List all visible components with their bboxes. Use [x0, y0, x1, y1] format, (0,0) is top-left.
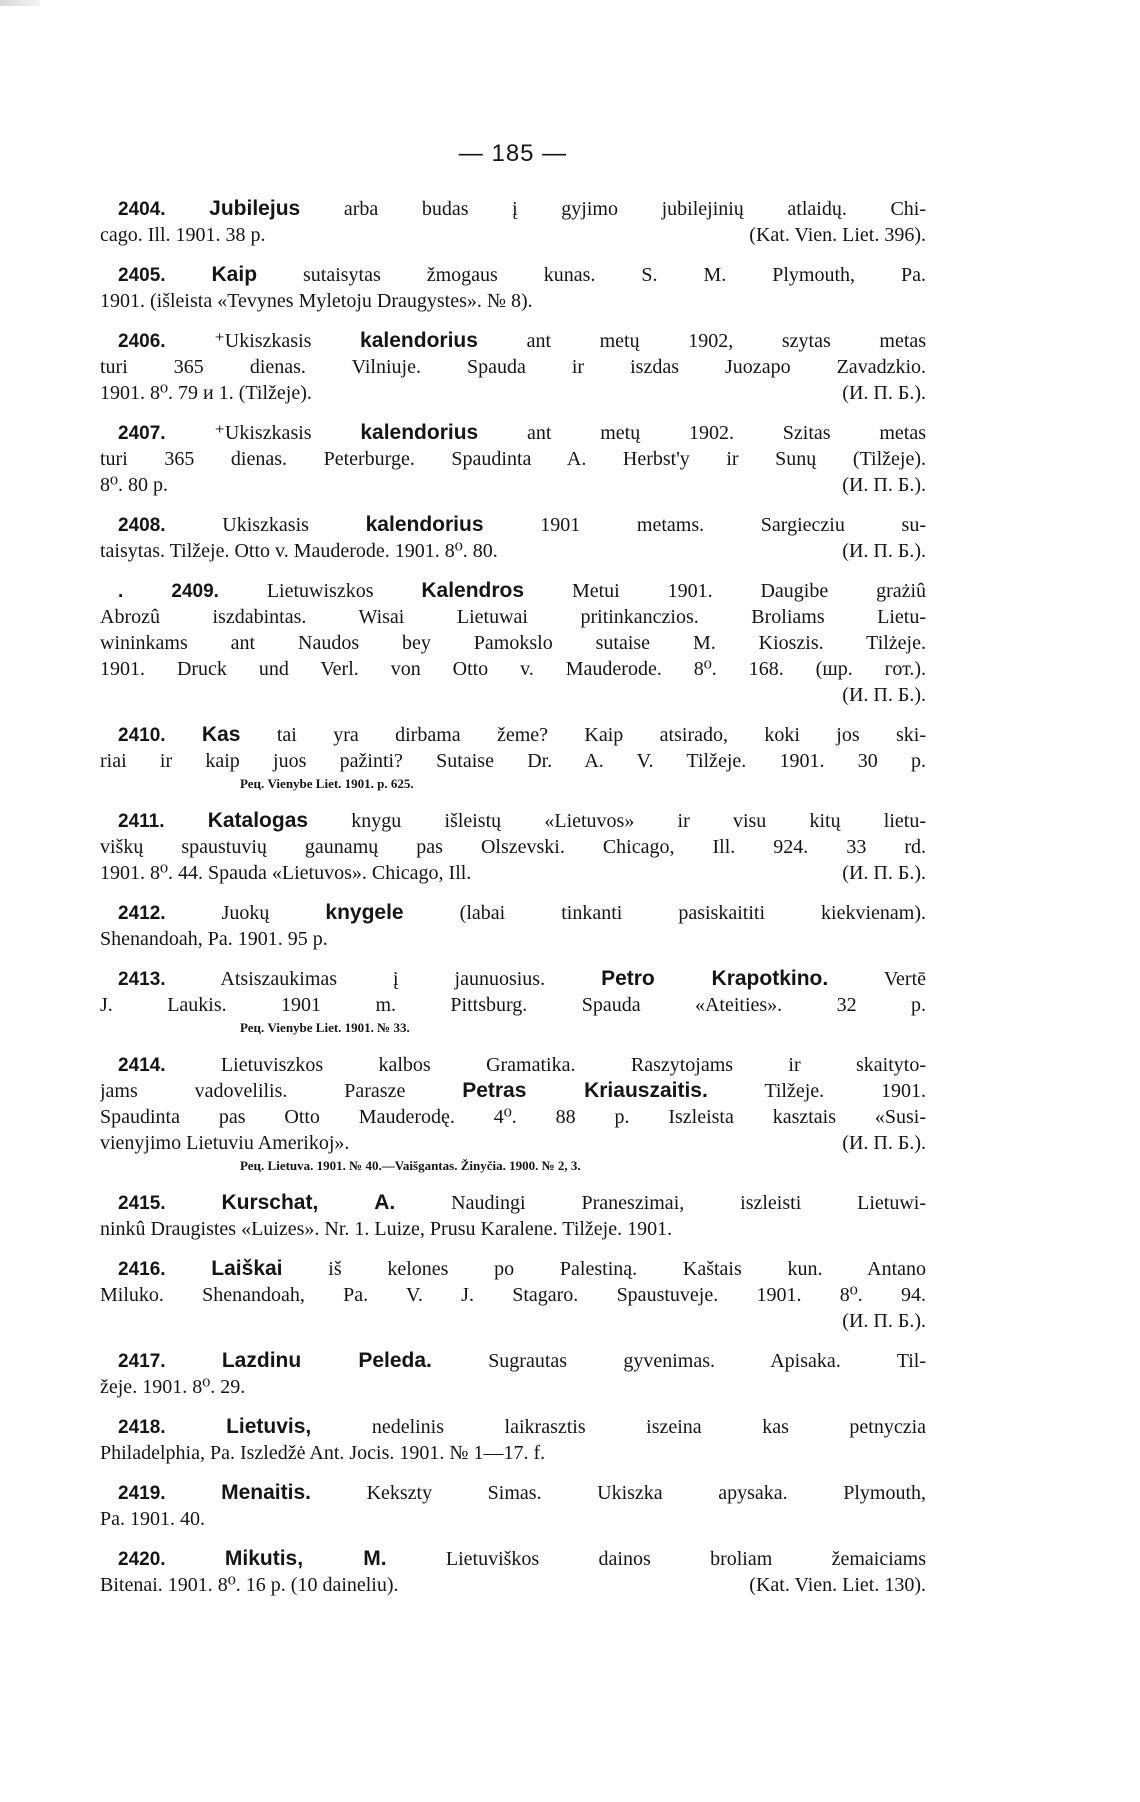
entry-line [100, 512, 926, 538]
entry-text: Raszytojams ir skaityto- [630, 1054, 926, 1076]
entry-line [100, 966, 926, 992]
entry-text: tai yra dirbama žeme? Kaip atsirado, koki jos ski- [276, 724, 926, 746]
entry-line [100, 656, 926, 682]
entry-text: Vertē [883, 968, 926, 990]
entry-line [100, 1374, 926, 1400]
entry-line [100, 262, 926, 288]
catalog-entry [100, 328, 926, 406]
entry-prefix: ⁺Ukiszkasis [214, 422, 312, 444]
entry-line [100, 722, 926, 748]
catalog-entry [100, 966, 926, 1038]
entry-text: 1901. 8⁰. 79 и 1. (Tilžeje). [100, 382, 312, 404]
entry-keyword: knygele [325, 901, 404, 924]
library-reference: (И. П. Б.). [842, 540, 926, 562]
entry-text: 1901 metams. Sargiecziu su- [540, 514, 926, 536]
catalog-entry [100, 1190, 926, 1242]
entry-text: Naudingi Praneszimai, iszleisti Lietuwi- [451, 1192, 926, 1214]
entry-number: 2405. [118, 265, 166, 286]
entry-line [100, 1546, 926, 1572]
entry-text: vienyjimo Lietuviu Amerikoj». [100, 1132, 350, 1154]
entry-number: 2408. [118, 515, 166, 536]
entry-prefix: Juokų [221, 902, 270, 924]
entry-line [100, 1052, 926, 1078]
entry-line [100, 808, 926, 834]
entry-text: Pa. 1901. 40. [100, 1508, 205, 1530]
entry-text: Miluko. Shenandoah, Pa. V. J. Stagaro. Spaustuveje. 1901. 8⁰. 94. [100, 1284, 926, 1306]
entry-text: Sugrautas gyvenimas. Apisaka. Til- [488, 1350, 926, 1372]
catalog-entry [100, 578, 926, 708]
entry-keyword: Lietuvis, [226, 1415, 312, 1438]
entries-list [100, 196, 926, 1612]
library-reference: (И. П. Б.). [842, 1310, 926, 1332]
scan-edge-mark [0, 0, 40, 6]
review-reference: Рец. Vienybe Liet. 1901. № 33. [240, 1020, 410, 1035]
entry-text: 8⁰. 80 p. [100, 474, 169, 496]
entry-keyword: Kalendros [421, 579, 525, 602]
catalog-entry [100, 420, 926, 498]
catalog-entry [100, 1256, 926, 1334]
entry-line [100, 992, 926, 1018]
entry-keyword: kalendorius [360, 421, 479, 444]
entry-prefix: ⁺Ukiszkasis [214, 330, 312, 352]
library-reference: (И. П. Б.). [842, 382, 926, 404]
entry-text: wininkams ant Naudos bey Pamokslo sutaise M. Kioszis. Tilżeje. [100, 632, 926, 654]
entry-text: turi 365 dienas. Vilniuje. Spauda ir iszdas Juozapo Zavadzkio. [100, 356, 926, 378]
entry-line [100, 1440, 926, 1466]
entry-text: riai ir kaip juos pažinti? Sutaise Dr. A. V. Tilžeje. 1901. 30 p. [100, 750, 926, 772]
entry-number: 2406. [118, 331, 166, 352]
entry-number: 2411. [118, 811, 165, 832]
entry-text: nedelinis laikrasztis iszeina kas petnyczia [371, 1416, 926, 1438]
review-reference: Рец. Lietuva. 1901. № 40.—Vaišgantas. Žinyčia. 1900. № 2, 3. [240, 1158, 581, 1173]
entry-line [100, 578, 926, 604]
entry-text: 1901. Druck und Verl. von Otto v. Mauderode. 8⁰. 168. (шр. гот.). [100, 658, 926, 680]
entry-number: 2419. [118, 1483, 166, 1504]
entry-keyword: Kas [201, 723, 241, 746]
catalog-entry [100, 808, 926, 886]
library-reference: (И. П. Б.). [842, 1132, 926, 1154]
entry-prefix: Lietuwiszkos [266, 580, 374, 602]
entry-keyword: kalendorius [365, 513, 484, 536]
entry-text: (labai tinkanti pasiskaititi kiekvienam). [459, 902, 926, 924]
entry-text: J. Laukis. 1901 m. Pittsburg. Spauda «Ateities». 32 p. [100, 994, 926, 1016]
entry-keyword: Kurschat, A. [221, 1191, 396, 1214]
entry-text: Tilžeje. 1901. [764, 1080, 926, 1102]
entry-keyword: Mikutis, M. [224, 1547, 387, 1570]
entry-line [100, 900, 926, 926]
entry-line [100, 1130, 926, 1156]
catalog-entry [100, 1546, 926, 1598]
entry-text: 1901. (išleista «Tevynes Myletoju Draugystes». № 8). [100, 290, 533, 312]
catalog-entry [100, 512, 926, 564]
entry-line [100, 538, 926, 564]
entry-line [100, 604, 926, 630]
entry-text: Metui 1901. Daugibe grażiû [571, 580, 926, 602]
entry-text: turi 365 dienas. Peterburge. Spaudinta A. Herbst'y ir Sunų (Tilžeje). [100, 448, 926, 470]
entry-text: knygu išleistų «Lietuvos» ir visu kitų lietu- [351, 810, 926, 832]
entry-prefix: Atsiszaukimas į jaunuosius. [220, 968, 546, 990]
entry-number: 2420. [118, 1549, 166, 1570]
entry-text: arba budas į gyjimo jubilejinių atlaidų. Chi- [343, 198, 926, 220]
entry-line [100, 446, 926, 472]
entry-keyword: Petras Kriauszaitis. [462, 1079, 708, 1102]
entry-text: iš kelones po Palestiną. Kaštais kun. Antano [328, 1258, 926, 1280]
entry-text: cago. Ill. 1901. 38 p. [100, 224, 266, 246]
entry-text: sutaisytas žmogaus kunas. S. M. Plymouth, Pa. [303, 264, 926, 286]
entry-line [100, 860, 926, 886]
entry-text: Bitenai. 1901. 8⁰. 16 p. (10 daineliu). [100, 1574, 399, 1596]
entry-line [100, 1480, 926, 1506]
library-reference: (И. П. Б.). [842, 474, 926, 496]
catalog-entry [100, 1052, 926, 1176]
entry-keyword: Laiškai [211, 1257, 283, 1280]
entry-text: Spaudinta pas Otto Mauderodę. 4⁰. 88 p. Iszleista kasztais «Susi- [100, 1106, 926, 1128]
entry-keyword: Menaitis. [221, 1481, 311, 1504]
entry-line [100, 1348, 926, 1374]
entry-line [100, 380, 926, 406]
library-reference: (И. П. Б.). [842, 862, 926, 884]
entry-keyword: Katalogas [207, 809, 309, 832]
catalog-entry [100, 196, 926, 248]
library-reference: (Kat. Vien. Liet. 130). [749, 1574, 926, 1596]
entry-keyword: Kaip [211, 263, 258, 286]
entry-line [100, 1282, 926, 1308]
page-number: — 185 — [458, 140, 568, 167]
entry-text: ninkû Draugistes «Luizes». Nr. 1. Luize, Prusu Karalene. Tilžeje. 1901. [100, 1218, 673, 1240]
entry-text: Philadelphia, Pa. Iszledžė Ant. Jocis. 1901. № 1—17. f. [100, 1442, 546, 1464]
entry-keyword: kalendorius [360, 329, 478, 352]
entry-prefix: Lietuviszkos kalbos Gramatika. [220, 1054, 576, 1076]
entry-line [100, 472, 926, 498]
entry-number: 2412. [118, 903, 166, 924]
library-reference: (И. П. Б.). [842, 684, 926, 706]
entry-text: jams vadovelilis. Parasze [100, 1080, 406, 1102]
entry-number: 2404. [118, 199, 166, 220]
entry-prefix: Ukiszkasis [222, 514, 309, 536]
entry-number: 2407. [118, 423, 166, 444]
entry-number: . 2409. [118, 581, 219, 602]
entry-number: 2417. [118, 1351, 166, 1372]
entry-line [100, 328, 926, 354]
library-reference: (Kat. Vien. Liet. 396). [749, 224, 926, 246]
entry-line [100, 222, 926, 248]
entry-text: taisytas. Tilžeje. Otto v. Mauderode. 1901. 8⁰. 80. [100, 540, 498, 562]
entry-number: 2413. [118, 969, 166, 990]
entry-line [100, 1414, 926, 1440]
entry-line [100, 630, 926, 656]
entry-line [100, 420, 926, 446]
entry-line [100, 1506, 926, 1532]
entry-keyword: Petro Krapotkino. [601, 967, 829, 990]
entry-number: 2414. [118, 1055, 166, 1076]
entry-text: Kekszty Simas. Ukiszka apysaka. Plymouth, [366, 1482, 926, 1504]
entry-line [100, 1078, 926, 1104]
catalog-entry [100, 1480, 926, 1532]
catalog-entry [100, 1414, 926, 1466]
entry-line [100, 834, 926, 860]
entry-text: 1901. 8⁰. 44. Spauda «Lietuvos». Chicago, Ill. [100, 862, 472, 884]
entry-line [100, 354, 926, 380]
entry-line [100, 1104, 926, 1130]
entry-line [100, 1216, 926, 1242]
entry-text: Shenandoah, Pa. 1901. 95 p. [100, 928, 328, 950]
entry-line [100, 1256, 926, 1282]
entry-text: Lietuviškos dainos broliam žemaiciams [445, 1548, 926, 1570]
entry-number: 2416. [118, 1259, 166, 1280]
entry-text: ant metų 1902, szytas metas [526, 330, 926, 352]
entry-number: 2410. [118, 725, 166, 746]
entry-keyword: Lazdinu Peleda. [221, 1349, 432, 1372]
catalog-entry [100, 1348, 926, 1400]
entry-number: 2415. [118, 1193, 166, 1214]
entry-line [100, 748, 926, 774]
catalog-entry [100, 900, 926, 952]
entry-line [100, 1190, 926, 1216]
entry-line [100, 288, 926, 314]
entry-text: viškų spaustuvių gaunamų pas Olszevski. Chicago, Ill. 924. 33 rd. [100, 836, 926, 858]
entry-line [100, 1572, 926, 1598]
entry-line [100, 196, 926, 222]
entry-text: Abrozû iszdabintas. Wisai Lietuwai pritinkanczios. Broliams Lietu- [100, 606, 926, 628]
review-reference: Рец. Vienybe Liet. 1901. p. 625. [240, 776, 414, 791]
entry-number: 2418. [118, 1417, 166, 1438]
entry-text: ant metų 1902. Szitas metas [527, 422, 926, 444]
entry-keyword: Jubilejus [209, 197, 301, 220]
entry-line [100, 926, 926, 952]
catalog-entry [100, 262, 926, 314]
catalog-entry [100, 722, 926, 794]
entry-text: žeje. 1901. 8⁰. 29. [100, 1376, 246, 1398]
